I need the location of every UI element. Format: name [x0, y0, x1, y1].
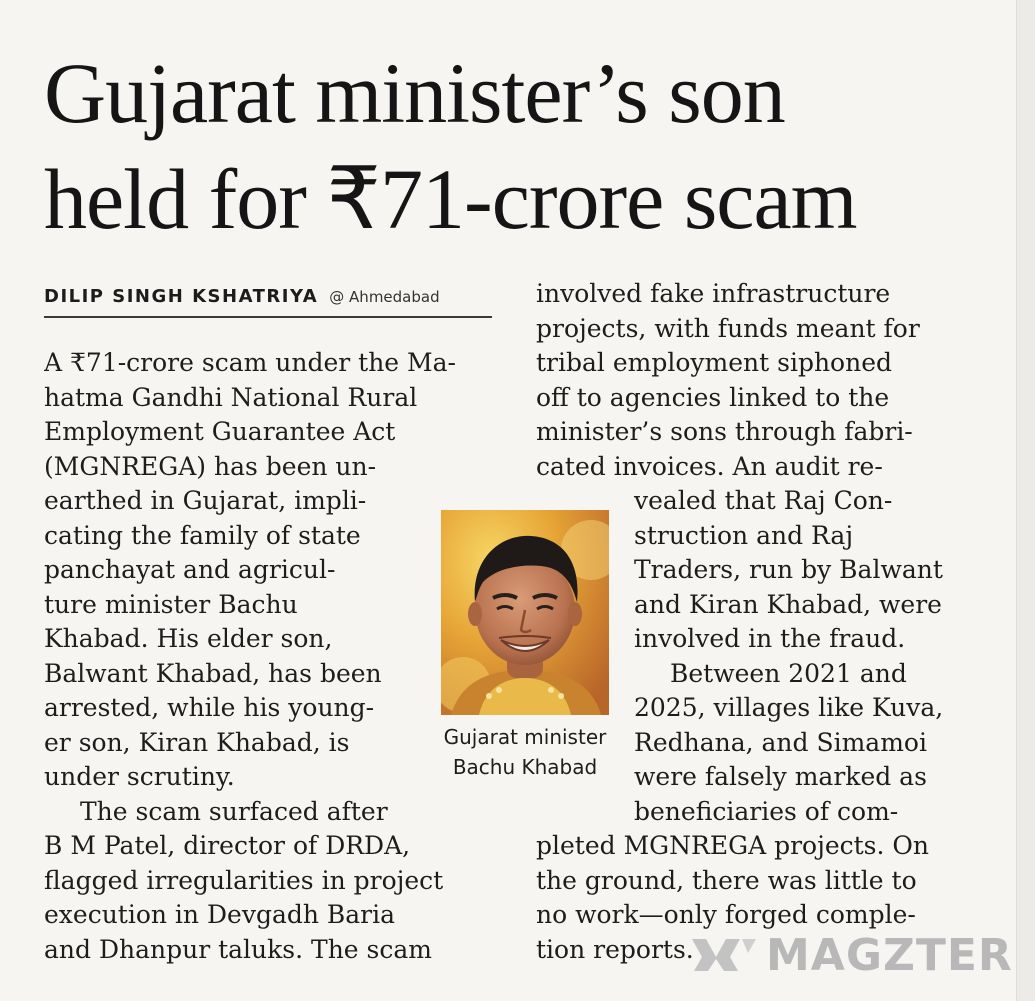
body-line: panchayat and agricul- [44, 555, 336, 584]
body-line: (MGNREGA) has been un- [44, 451, 377, 481]
body-line: involved in the fraud. [634, 624, 906, 653]
body-line: struction and Raj [634, 520, 854, 550]
minister-portrait-photo [441, 510, 609, 715]
body-line: earthed in Gujarat, impli- [44, 486, 367, 515]
headline-line-2: held for ₹71-crore scam [44, 151, 857, 247]
body-line: 2025, villages like Kuva, [634, 693, 944, 722]
photo-caption [432, 722, 618, 782]
body-line: er son, Kiran Khabad, is [44, 727, 350, 757]
body-line: off to agencies linked to the [536, 382, 890, 412]
body-line: hatma Gandhi National Rural [44, 382, 418, 412]
magzter-logo-icon [690, 935, 758, 975]
body-line: Between 2021 and [670, 658, 907, 688]
headline-line-1: Gujarat minister’s son [44, 45, 785, 141]
body-line: vealed that Raj Con- [634, 486, 893, 515]
body-line: ture minister Bachu [44, 589, 298, 619]
body-line: Employment Guarantee Act [44, 417, 396, 446]
body-line: the ground, there was little to [536, 865, 917, 895]
body-line: Traders, run by Balwant [634, 555, 943, 584]
body-line: The scam surfaced after [80, 796, 388, 826]
byline [44, 286, 492, 318]
body-line: projects, with funds meant for [536, 313, 920, 343]
magzter-watermark [690, 930, 1013, 980]
body-line: pleted MGNREGA projects. On [536, 831, 929, 860]
body-line: A ₹71-crore scam under the Ma- [44, 348, 456, 377]
body-column-1 [44, 346, 492, 967]
adjacent-column-edge [1016, 0, 1035, 1001]
body-line: no work—only forged comple- [536, 900, 916, 929]
body-line: cated invoices. An audit re- [536, 451, 883, 481]
body-line: minister’s sons through fabri- [536, 417, 913, 446]
body-line: B M Patel, director of DRDA, [44, 831, 411, 860]
body-line: were falsely marked as [634, 762, 927, 791]
body-line: and Dhanpur taluks. The scam [44, 934, 432, 964]
body-line: Khabad. His elder son, [44, 624, 333, 653]
magzter-watermark-text: MAGZTER [766, 929, 1013, 981]
body-line: execution in Devgadh Baria [44, 900, 396, 929]
body-line: tion reports. [536, 934, 694, 964]
body-line: beneficiaries of com- [634, 796, 899, 826]
body-line: arrested, while his young- [44, 693, 375, 722]
byline-location: @ Ahmedabad [329, 288, 440, 306]
byline-author: DILIP SINGH KSHATRIYA [44, 286, 319, 307]
body-line: tribal employment siphoned [536, 348, 892, 377]
body-line: and Kiran Khabad, were [634, 589, 942, 619]
photo-caption-line-2: Bachu Khabad [452, 755, 598, 779]
body-line: involved fake infrastructure [536, 279, 891, 308]
portrait-illustration [441, 510, 609, 715]
photo-caption-line-1: Gujarat minister [443, 725, 607, 749]
headline [44, 40, 994, 252]
body-line: cating the family of state [44, 520, 361, 550]
body-line: under scrutiny. [44, 762, 235, 791]
body-line: flagged irregularities in project [44, 865, 444, 895]
body-line: Redhana, and Simamoi [634, 727, 927, 757]
body-line: Balwant Khabad, has been [44, 658, 382, 688]
